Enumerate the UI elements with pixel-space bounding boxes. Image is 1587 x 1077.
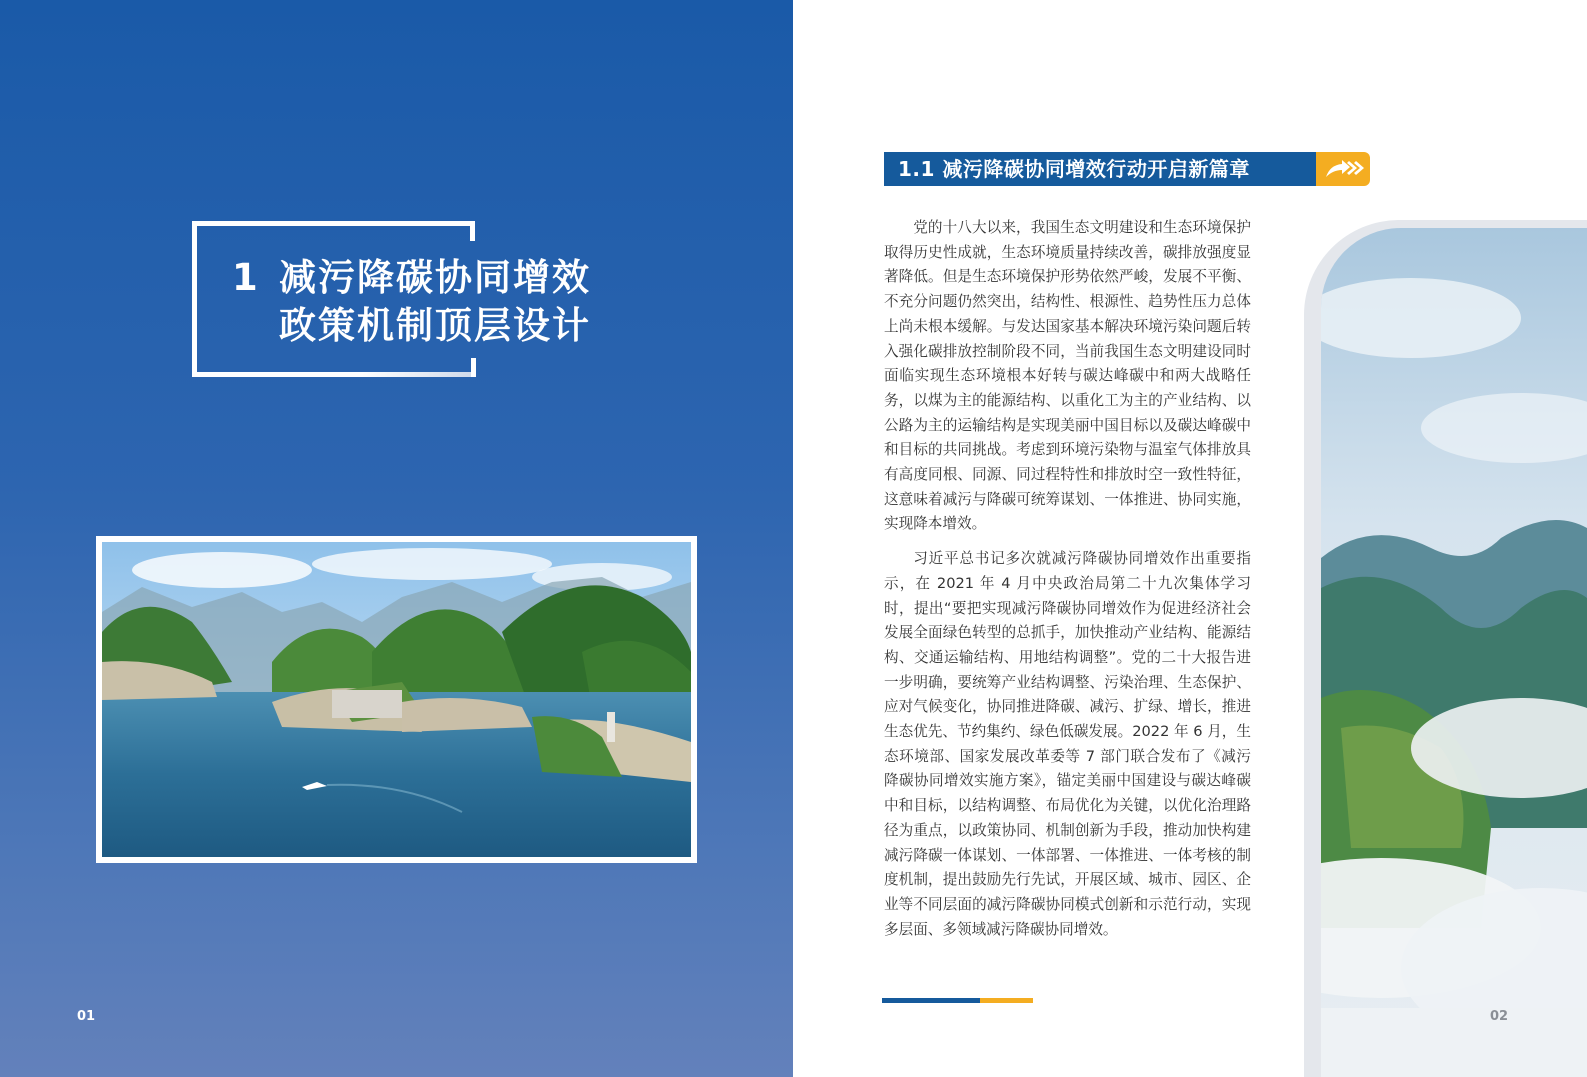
chapter-title (232, 254, 591, 350)
accent-line-blue (882, 998, 980, 1003)
chapter-title-text: 减污降碳协同增效 政策机制顶层设计 (279, 256, 591, 347)
left-page (0, 0, 793, 1077)
body-text (884, 216, 1251, 952)
misty-mountain-photo (1321, 228, 1587, 1077)
arrow-glyph (1316, 152, 1370, 186)
section-title: 1.1 减污降碳协同增效行动开启新篇章 (898, 157, 1250, 181)
page-number-left: 01 (77, 1009, 96, 1024)
accent-line-yellow (980, 998, 1033, 1003)
chapter-number: 1 (232, 256, 260, 299)
paragraph-1: 党的十八大以来，我国生态文明建设和生态环境保护取得历史性成就，生态环境质量持续改善，碳排放强度显著降低。但是生态环境保护形势依然严峻，发展不平衡、不充分问题仍然突出，结构性、根源性、趋势性压力总体上尚未根本缓解。与发达国家基本解决环境污染问题后转入强化碳排放控制阶段不同，当前我国生态文明建设同时面临实现生态环境根本好转与碳达峰碳中和两大战略任务，以煤为主的能源结构、以重化工为主的产业结构、以公路为主的运输结构是实现美丽中国目标以及碳达峰碳中和目标的共同挑战。考虑到环境污染物与温室气体排放具有高度同根、同源、同过程特性和排放时空一致性特征，这意味着减污与降碳可统筹谋划、一体推进、协同实施，实现降本增效。 (884, 219, 1251, 533)
side-photo-frame (1304, 220, 1587, 1077)
reservoir-landscape-photo (102, 542, 691, 857)
reservoir-photo-frame (96, 536, 697, 863)
double-chevron-right-icon (1316, 152, 1370, 186)
paragraph-2: 习近平总书记多次就减污降碳协同增效作出重要指示，在 2021 年 4 月中央政治局第二十九次集体学习时，提出“要把实现减污降碳协同增效作为促进经济社会发展全面绿色转型的总抓手，加快推动产业结构、能源结构、交通运输结构、用地结构调整”。党的二十大报告进一步明确，要统筹产业结构调整、污染治理、生态保护、应对气候变化，协同推进降碳、减污、扩绿、增长，推进生态优先、节约集约、绿色低碳发展。2022 年 6 月，生态环境部、国家发展改革委等 7 部门联合发布了《减污降碳协同增效实施方案》，锚定美丽中国建设与碳达峰碳中和目标，以结构调整、布局优化为关键，以优化治理路径为重点，以政策协同、机制创新为手段，推动加快构建减污降碳一体谋划、一体部署、一体推进、一体考核的制度机制，提出鼓励先行先试，开展区域、城市、园区、企业等不同层面的减污降碳协同模式创新和示范行动，实现多层面、多领域减污降碳协同增效。 (884, 550, 1251, 938)
title-frame-bottom (192, 372, 476, 377)
page-number-right: 02 (1490, 1009, 1509, 1024)
